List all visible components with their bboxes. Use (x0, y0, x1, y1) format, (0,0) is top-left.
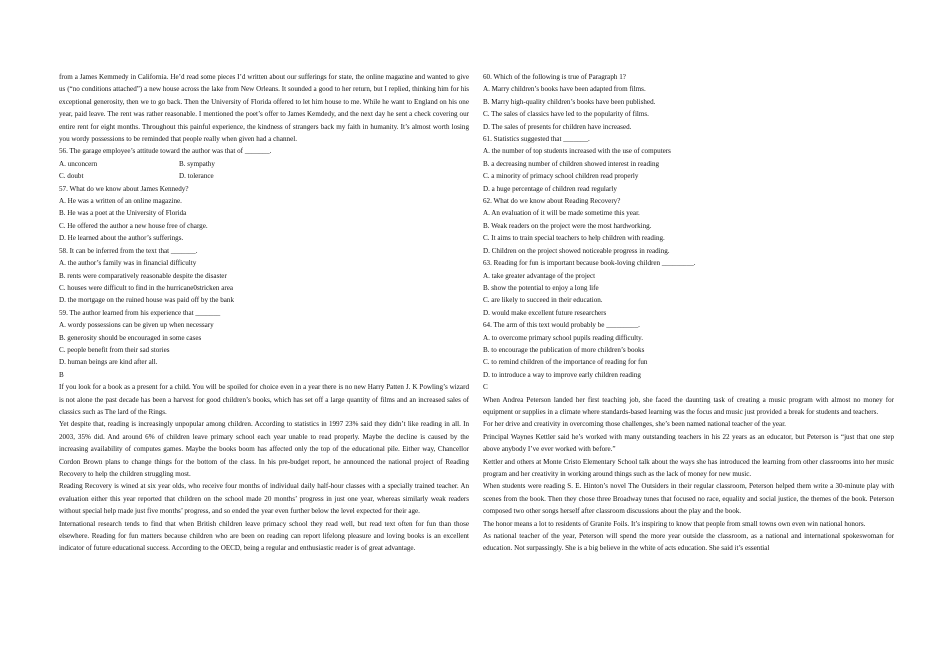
question-56 (59, 145, 469, 182)
question-56-option-c: C. doubt (59, 172, 84, 181)
question-62 (483, 195, 894, 257)
question-64-option-c: C. to remind children of the importance of reading for fun (483, 358, 648, 367)
question-56-option-b: B. sympathy (179, 159, 215, 168)
question-57-option-c: C. He offered the author a new house free of charge. (59, 221, 208, 230)
question-57-stem: 57. What do we know about James Kennedy? (59, 184, 189, 193)
question-63 (483, 257, 894, 319)
passage-b-paragraph: Reading Recovery is wined at six year olds, who receive four months of individual daily half-hour classes with a specially trained teacher. An evaluation either this year reported that children on the school made 20 months’ progress in just one year, whereas similarly weak readers without special help made just five months’ progress, and so ended the year even further below the level expected for their age. (59, 482, 469, 516)
question-61-option-d: D. a huge percentage of children read regularly (483, 184, 617, 193)
question-58 (59, 245, 469, 307)
section-b-heading: B (59, 370, 64, 379)
passage-c-paragraph: Principal Waynes Kettler said he’s worked with many outstanding teachers in his 22 years as an educator, but Peterson is “just that one step above anybody I’ve ever worked with before.” (483, 432, 894, 454)
question-58-option-a: A. the author’s family was in financial difficulty (59, 259, 197, 268)
question-64-stem: 64. The arm of this text would probably be _________. (483, 321, 640, 330)
question-57 (59, 183, 469, 245)
question-61-option-c: C. a minority of primacy school children read properly (483, 172, 639, 181)
question-60-option-b: B. Marry high-quality children’s books have been published. (483, 97, 656, 106)
question-62-option-b: B. Weak readers on the project were the most hardworking. (483, 221, 652, 230)
left-column (59, 71, 469, 555)
question-61-stem: 61. Statistics suggested that _______. (483, 135, 590, 144)
question-63-option-b: B. show the potential to enjoy a long life (483, 283, 599, 292)
question-63-option-c: C. are likely to succeed in their education. (483, 296, 603, 305)
passage-c-paragraph: For her drive and creativity in overcoming those challenges, she’s been named national teacher of the year. (483, 420, 786, 429)
passage-c-paragraph: When Andrea Peterson landed her first teaching job, she faced the daunting task of creating a music program with almost no money for equipment or supplies in a climate where standards-based learning was the focus and music just provided a break for students and teachers. (483, 395, 894, 416)
question-59-option-d: D. human beings are kind after all. (59, 358, 158, 367)
section-c-heading: C (483, 383, 488, 392)
question-57-option-a: A. He was a written of an online magazine. (59, 197, 182, 206)
passage-a-ending: from a James Kemmedy in California. He’d read some pieces I’d written about our sufferings for state, the online magazine and wanted to give us (“no conditions attached”) a new house across the lake from New Orleans. It sounded a good to her return, but I replied, thinking him for his exceptional generosity, then we to go back. Then the University of Florida offered to let him house to me. While he want to England on his one year, paid leave. The rent was rather reasonable. I mentioned the poet’s offer to James Kemdedy, and the next day he sent a check covering our entire rent for eight months. Throughout this painful experience, the kindness of strangers back my faith in humanity. It’s almost worth losing you wordy possessions to be reminded that people really when given had a channel. (59, 73, 469, 144)
question-64-option-b: B. to encourage the publication of more children’s books (483, 345, 645, 354)
question-57-option-b: B. He was a poet at the University of Florida (59, 209, 187, 218)
question-63-stem: 63. Reading for fun is important because book-loving children _________. (483, 259, 696, 268)
question-57-option-d: D. He learned about the author’s sufferings. (59, 234, 184, 243)
question-58-option-c: C. houses were difficult to find in the hurricane0stricken area (59, 283, 234, 292)
question-60-option-c: C. The sales of classics have led to the popularity of films. (483, 110, 649, 119)
passage-c-paragraph: The honor means a lot to residents of Granite Foils. It’s inspiring to know that people from small towns own even win national honors. (483, 519, 866, 528)
passage-c-paragraph: Kettler and others at Monte Cristo Elementary School talk about the ways she has introduced the learning from other classrooms into her music program and her creativity in working around things such as the lack of money for new music. (483, 457, 894, 478)
question-60-option-d: D. The sales of presents for children have increased. (483, 122, 632, 131)
passage-b-paragraph: International research tends to find that when British children leave primacy school they read well, but read text often for fun than those elsewhere. Reading for fun matters because children who are been on reading can report lifelong pleasure and loving books is an excellent indicator of future educational success. According to the OECD, being a regular and enthusiastic reader is of great advantage. (59, 519, 469, 553)
passage-c-paragraph: When students were reading S. E. Hinton’s novel The Outsiders in their regular classroom, Peterson helped them write a 30-minute play with scenes from the book. Then they chose three Broadway tunes that focused no race, equality and social justice, the themes of the book. Peterson composed two other songs herself after classroom discussions about the play and the book. (483, 482, 894, 516)
question-62-option-c: C. It aims to train special teachers to help children with reading. (483, 234, 665, 243)
question-59 (59, 307, 469, 369)
question-56-option-a: A. unconcern (59, 159, 98, 168)
question-61-option-a: A. the number of top students increased with the use of computers (483, 147, 671, 156)
question-58-option-b: B. rents were comparatively reasonable despite the disaster (59, 271, 227, 280)
question-58-option-d: D. the mortgage on the ruined house was paid off by the bank (59, 296, 235, 305)
question-59-stem: 59. The author learned from his experience that _______ (59, 308, 221, 317)
question-59-option-a: A. wordy possessions can be given up when necessary (59, 321, 214, 330)
question-61-option-b: B. a decreasing number of children showed interest in reading (483, 159, 660, 168)
question-60-option-a: A. Marry children’s books have been adapted from films. (483, 85, 646, 94)
passage-c-paragraph: As national teacher of the year, Peterson will spend the more year outside the classroom, as a national and international spokeswoman for education. Not surpassingly. She is a big believe in the white of acts education. She said it’s essential (483, 532, 894, 553)
question-56-stem: 56. The garage employee’s attitude toward the author was that of _______. (59, 147, 272, 156)
question-61 (483, 133, 894, 195)
question-63-option-a: A. take greater advantage of the project (483, 271, 596, 280)
question-59-option-b: B. generosity should be encouraged in some cases (59, 333, 202, 342)
question-63-option-d: D. would make excellent future researchers (483, 308, 607, 317)
question-62-stem: 62. What do we know about Reading Recovery? (483, 197, 621, 206)
question-58-stem: 58. It can be inferred from the text that _______. (59, 246, 198, 255)
right-column (483, 71, 894, 555)
passage-b-paragraph: If you look for a book as a present for a child. You will be spoiled for choice even in a year there is no new Harry Patten J. K Powling’s wizard is not alone the past decade has been a harvest for good children’s books, which has set off a large quantity of films and an increased sales of classics such as The lard of the Rings. (59, 383, 469, 416)
passage-b-paragraph: Yet despite that, reading is increasingly unpopular among children. According to statistics in 1997 23% said they didn’t like reading in all. In 2003, 35% did. And around 6% of children leave primary school each year unable to read properly. Maybe the decline is caused by the increasing availability of computes games. Maybe the books boom has affected only the top of the educational pile. Either way, Chancellor Cordon Brown plans to change things for the bottom of the class. In his pre-budget report, he announced the national project of Reading Recovery to help the children struggling most. (59, 420, 469, 478)
question-60 (483, 71, 894, 133)
question-64-option-a: A. to overcome primary school pupils reading difficulty. (483, 333, 643, 342)
question-62-option-d: D. Children on the project showed noticeable progress in reading. (483, 246, 670, 255)
question-64-option-d: D. to introduce a way to improve early children reading (483, 370, 641, 379)
question-60-stem: 60. Which of the following is true of Paragraph 1? (483, 73, 626, 81)
question-56-option-d: D. tolerance (179, 172, 214, 181)
question-59-option-c: C. people benefit from their sad stories (59, 345, 170, 354)
question-64 (483, 319, 894, 381)
question-62-option-a: A. An evaluation of it will be made sometime this year. (483, 209, 640, 218)
